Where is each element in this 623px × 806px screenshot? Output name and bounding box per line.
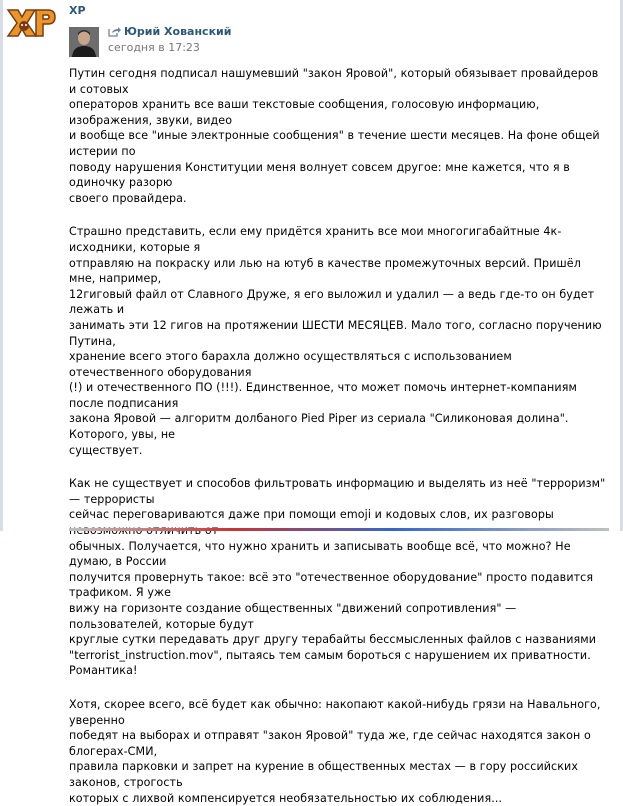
left-frame-border [0,0,3,531]
repost-share-icon [108,26,121,37]
text-line: правила парковки и запрет на курение в общественных местах — в гору российских законов, строгость [69,760,579,789]
text-line: существует. [69,443,143,457]
text-line: сейчас переговариваются даже при помощи emoji и кодовых слов, их разговоры [69,508,554,522]
group-logo[interactable] [6,6,56,40]
text-line: поводу нарушения Конституции меня волнует совсем другое: мне кажется, что я в одиночку разорю [69,160,570,190]
post-paragraph-1 [69,66,609,206]
text-line: Хотя, скорее всего, всё будет как обычно: накопают какой-нибудь грязи на Навального, уверенно [69,697,601,727]
avatar-image [69,27,99,57]
text-line: отправляю на покраску или лью на ютуб в качестве промежуточных версий. Пришёл мне, например, [69,256,581,286]
text-line: 12гиговый файл от Славного Друже, я его выложил и удалил — а ведь где-то он будет лежать и [69,287,595,317]
text-line: круглые сутки передавать друг другу терабайты бессмысленных файлов с названиями [69,633,597,647]
post-timestamp[interactable]: сегодня в 17:23 [108,41,200,54]
post-paragraph-4 [69,697,609,806]
author-line [108,24,231,38]
text-line: занимать эти 12 гигов на протяжении ШЕСТИ МЕСЯЦЕВ. Мало того, согласно поручению Путина, [69,318,602,348]
text-line: Путин сегодня подписал нашумевший "закон Яровой", который обязывает провайдеров и сотовых [69,67,599,96]
text-line: Страшно представить, если ему придётся хранить все мои многогигабайтные 4к-исходники, которые я [69,225,562,254]
group-name-link[interactable]: XP [69,4,86,17]
post-paragraph-2 [69,224,609,458]
text-line: (!) и отечественного ПО (!!!). Единственное, что может помочь интернет-компаниям после подписания [69,381,577,410]
text-line: своего провайдера. [69,191,187,205]
text-line: и вообще все "иные электронные сообщения" в течение шести месяцев. На фоне общей истерии по [69,129,600,158]
text-line: которых с лихвой компенсируется необязательностью их соблюдения... [69,791,503,805]
post-paragraph-3 [69,476,609,679]
post-text [69,66,609,806]
group-logo-image [6,6,56,40]
text-line: Как не существует и способов фильтровать информацию и выделять из неё "терроризм" — террористы [69,477,606,506]
text-line: обычных. Получается, что нужно хранить и записывать вообще всё, что можно? Не думаю, в России [69,539,571,569]
text-line: вижу на горизонте создание общественных "движений сопротивления" — пользователей, которые будут [69,602,517,631]
text-line: получится провернуть такое: всё это "отечественное оборудование" просто подавится трафиком. Я уже [69,570,594,600]
text-line: "terrorist_instruction.mov", пытаясь тем самым бороться с нарушением их приватности. Романтика! [69,648,591,678]
text-line: операторов хранить все ваши текстовые сообщения, голосовую информацию, изображения, звуки, видео [69,98,540,127]
text-line: победят на выборах и отправят "закон Яровой" туда же, где сейчас находятся закон о блогерах-СМИ, [69,729,591,758]
text-line: хранение всего этого барахла должно осуществляться с использованием отечественного оборудования [69,350,512,379]
author-name-link[interactable]: Юрий Хованский [124,24,232,38]
author-avatar[interactable] [69,27,99,57]
text-line: закона Яровой — алгоритм долбаного Pied Piper из сериала "Силиконовая долина". Которого, увы, не [69,412,569,442]
